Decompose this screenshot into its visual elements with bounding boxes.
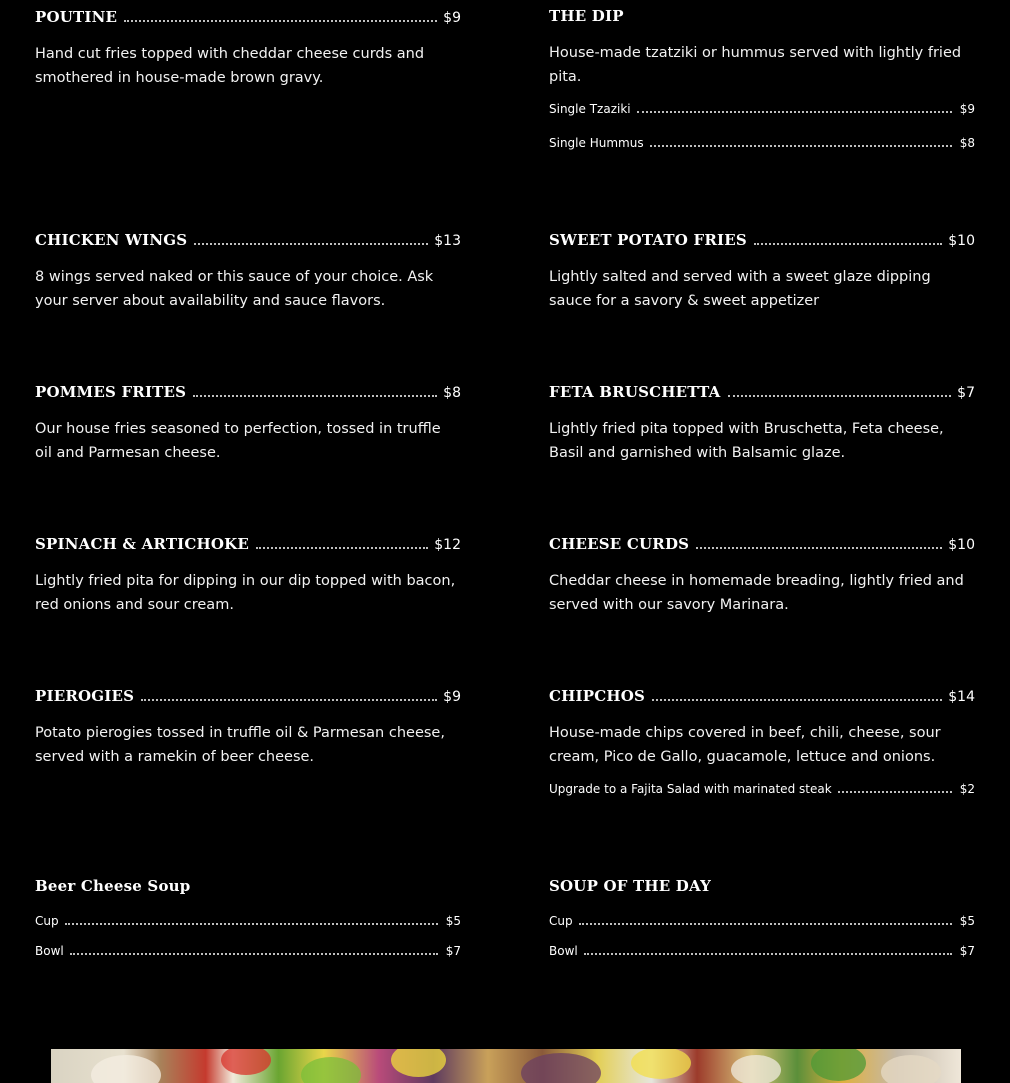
item-price: $9 — [443, 689, 461, 705]
menu-item-cheese-curds — [549, 535, 975, 617]
item-price: $10 — [948, 233, 975, 249]
option-row — [35, 944, 461, 964]
leader-dots — [193, 394, 437, 397]
option-price: $2 — [959, 782, 975, 796]
leader-dots — [584, 952, 952, 955]
leader-dots — [696, 546, 942, 549]
item-price: $10 — [948, 537, 975, 553]
option-label: Cup — [35, 914, 59, 928]
item-price: $9 — [443, 10, 461, 26]
leader-dots — [637, 110, 952, 113]
menu-item-pommes-frites — [35, 383, 461, 465]
item-price: $13 — [434, 233, 461, 249]
option-price: $7 — [445, 944, 461, 958]
item-name: THE DIP — [549, 7, 624, 25]
option-price: $5 — [959, 914, 975, 928]
option-row — [549, 136, 975, 156]
item-name: FETA BRUSCHETTA — [549, 383, 721, 401]
menu-item-chicken-wings — [35, 231, 461, 313]
leader-dots — [194, 242, 428, 245]
item-description: House-made tzatziki or hummus served with lightly fried pita. — [549, 45, 962, 85]
leader-dots — [65, 922, 438, 925]
item-description: Lightly salted and served with a sweet glaze dipping sauce for a savory & sweet appetizer — [549, 269, 931, 309]
item-description: 8 wings served naked or this sauce of your choice. Ask your server about availability and sauce flavors. — [35, 269, 434, 309]
leader-dots — [838, 790, 952, 793]
item-description: Potato pierogies tossed in truffle oil & Parmesan cheese, served with a ramekin of beer cheese. — [35, 725, 445, 765]
item-name: SWEET POTATO FRIES — [549, 231, 747, 249]
option-row — [35, 914, 461, 934]
menu-item-sweet-potato-fries — [549, 231, 975, 313]
leader-dots — [652, 698, 942, 701]
menu-item-chipchos — [549, 687, 975, 802]
option-row — [549, 944, 975, 964]
item-name: CHIPCHOS — [549, 687, 646, 705]
item-name: POUTINE — [35, 8, 118, 26]
leader-dots — [650, 144, 952, 147]
option-price: $7 — [959, 944, 975, 958]
menu-item-pierogies — [35, 687, 461, 769]
menu-item-spinach-artichoke — [35, 535, 461, 617]
option-label: Bowl — [35, 944, 64, 958]
item-description: Lightly fried pita topped with Bruschetta, Feta cheese, Basil and garnished with Balsamic glaze. — [549, 421, 944, 461]
leader-dots — [70, 952, 438, 955]
item-name: Beer Cheese Soup — [35, 877, 191, 895]
item-name: SOUP OF THE DAY — [549, 877, 712, 895]
option-row — [549, 914, 975, 934]
leader-dots — [124, 19, 437, 22]
item-price: $8 — [443, 385, 461, 401]
leader-dots — [579, 922, 952, 925]
item-description: House-made chips covered in beef, chili, cheese, sour cream, Pico de Gallo, guacamole, lettuce and onions. — [549, 725, 941, 765]
option-label: Cup — [549, 914, 573, 928]
menu-item-the-dip — [549, 7, 975, 156]
leader-dots — [256, 546, 428, 549]
item-name: PIEROGIES — [35, 687, 135, 705]
menu-item-beer-cheese-soup — [35, 877, 461, 964]
leader-dots — [141, 698, 437, 701]
option-price: $5 — [445, 914, 461, 928]
leader-dots — [728, 394, 952, 397]
item-description: Hand cut fries topped with cheddar cheese curds and smothered in house-made brown gravy. — [35, 46, 425, 86]
menu-item-poutine — [35, 8, 461, 90]
option-label: Single Hummus — [549, 136, 644, 150]
item-description: Lightly fried pita for dipping in our dip topped with bacon, red onions and sour cream. — [35, 573, 456, 613]
item-description: Cheddar cheese in homemade breading, lightly fried and served with our savory Marinara. — [549, 573, 964, 613]
option-label: Bowl — [549, 944, 578, 958]
item-name: CHICKEN WINGS — [35, 231, 188, 249]
item-description: Our house fries seasoned to perfection, tossed in truffle oil and Parmesan cheese. — [35, 421, 441, 461]
item-name: SPINACH & ARTICHOKE — [35, 535, 250, 553]
option-row — [549, 102, 975, 122]
option-price: $8 — [959, 136, 975, 150]
option-label: Upgrade to a Fajita Salad with marinated steak — [549, 782, 832, 796]
item-price: $12 — [434, 537, 461, 553]
menu-item-soup-of-the-day — [549, 877, 975, 964]
option-price: $9 — [959, 102, 975, 116]
option-label: Single Tzaziki — [549, 102, 631, 116]
option-row — [549, 782, 975, 802]
menu-item-feta-bruschetta — [549, 383, 975, 465]
item-price: $14 — [948, 689, 975, 705]
leader-dots — [754, 242, 942, 245]
item-name: POMMES FRITES — [35, 383, 187, 401]
item-price: $7 — [957, 385, 975, 401]
food-photo — [51, 1049, 961, 1083]
item-name: CHEESE CURDS — [549, 535, 690, 553]
